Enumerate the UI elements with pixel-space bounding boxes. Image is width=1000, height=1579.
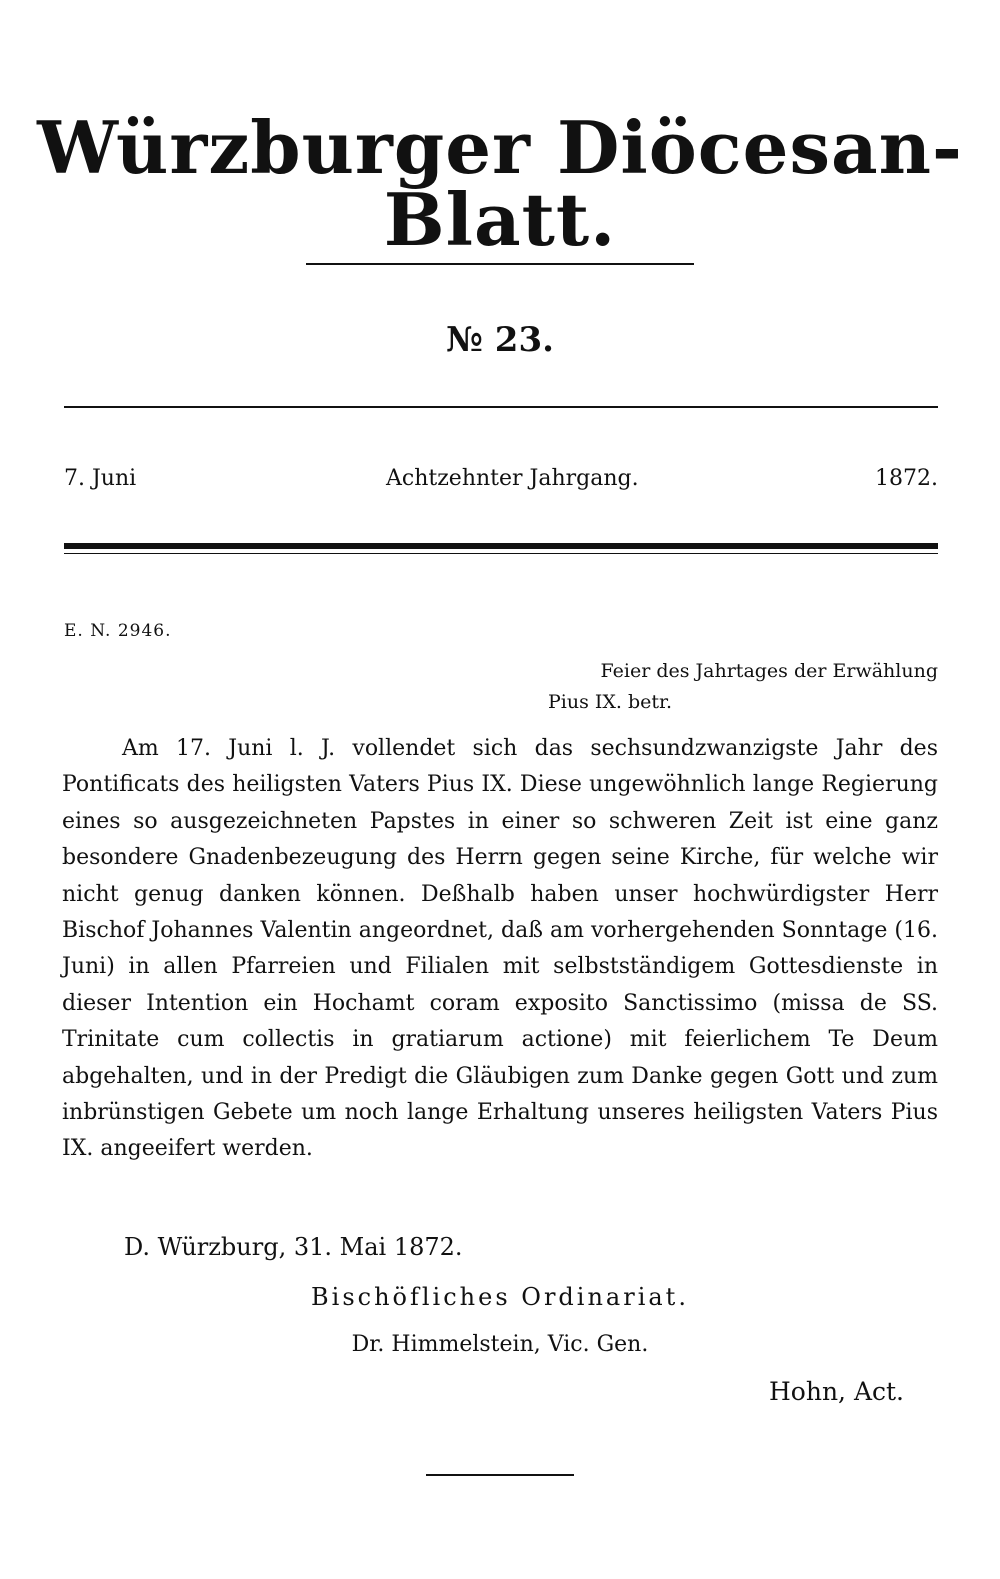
signature-vicar-general: Dr. Himmelstein, Vic. Gen.: [351, 1332, 649, 1357]
volume-label: Achtzehnter Jahrgang.: [386, 466, 639, 491]
signature-office: Bischöfliches Ordinariat.: [311, 1283, 689, 1311]
header-double-rule-thin: [64, 553, 938, 554]
header-double-rule-thick: [64, 543, 938, 549]
issue-rule: [64, 406, 938, 408]
notice-subject-line-1: Feier des Jahrtages der Erwählung: [600, 660, 938, 682]
notice-reference: E. N. 2946.: [64, 621, 172, 641]
notice-body: Am 17. Juni l. J. vollendet sich das sechsundzwanzigste Jahr des Pontificats des heiligsten Vaters Pius IX. Diese ungewöhnlich lange Regierung eines so ausgezeichneten Papstes in einer so schweren Zeit ist eine ganz besondere Gnadenbezeugung des Herrn gegen seine Kirche, für welche wir nicht genug danken können. Deßhalb haben unser hochwürdigster Herr Bischof Johannes Valentin angeordnet, daß am vorhergehenden Sonntage (16. Juni) in allen Pfarreien und Filialen mit selbstständigem Gottesdienste in dieser Intention ein Hochamt coram exposito Sanctissimo (missa de SS. Trinitate cum collectis in gratiarum actione) mit feierlichem Te Deum abgehalten, und in der Predigt die Gläubigen zum Danke gegen Gott und zum inbrünstigen Gebete um noch lange Erhaltung unseres heiligsten Vaters Pius IX. angeeifert werden.: [62, 736, 938, 1162]
closing-rule: [426, 1474, 574, 1476]
notice-subject: [508, 656, 938, 718]
notice-subject-line-2: Pius IX. betr.: [548, 691, 673, 713]
masthead-title: Würzburger Diöcesan-Blatt.: [37, 105, 963, 262]
signature-actuary: Hohn, Act.: [769, 1377, 904, 1406]
signature-place-date: D. Würzburg, 31. Mai 1872.: [124, 1233, 463, 1261]
masthead-rule: [306, 263, 694, 265]
issue-number: № 23.: [446, 320, 554, 360]
issue-year: 1872.: [875, 466, 938, 491]
dateline: [64, 466, 938, 496]
issue-date: 7. Juni: [64, 466, 137, 491]
